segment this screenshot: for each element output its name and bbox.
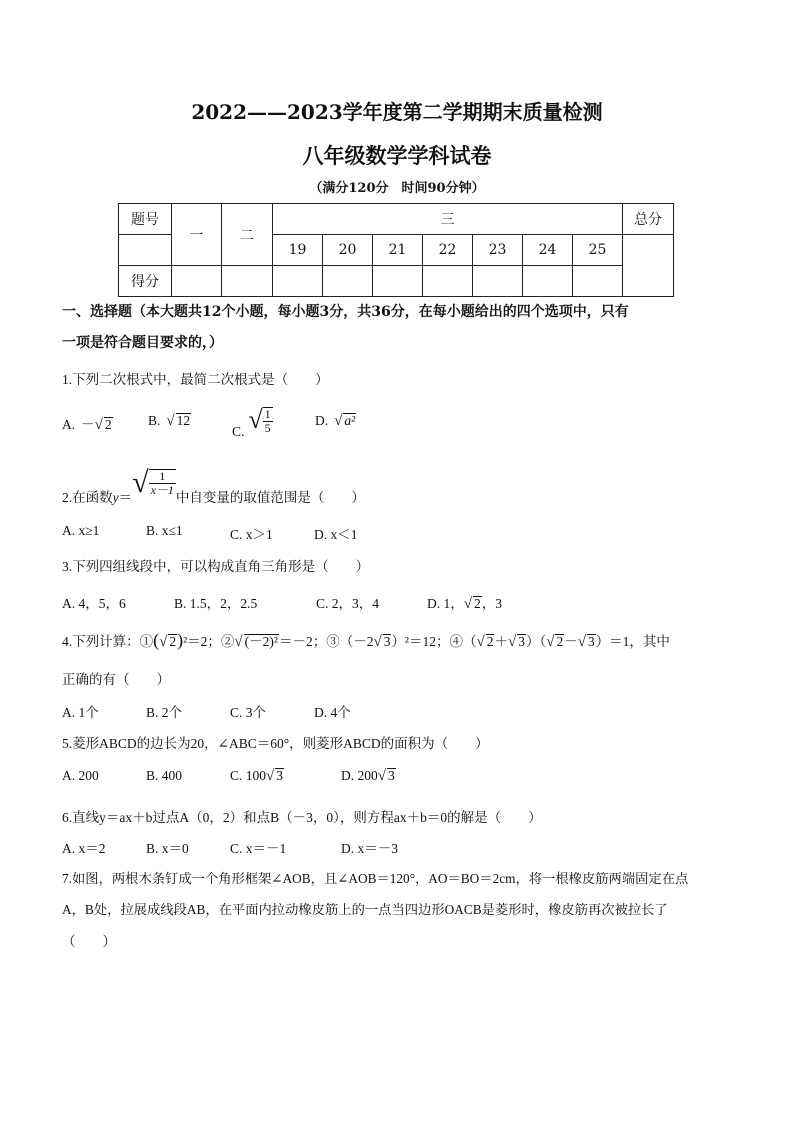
q6-option-b[interactable]: B. x＝0 — [146, 841, 189, 856]
q6-stem: 6.直线y＝ax＋b过点A（0，2）和点B（－3，0），则方程ax＋b＝0的解是（ ） — [62, 810, 542, 825]
score-cell[interactable] — [273, 266, 323, 297]
q6-option-a[interactable]: A. x＝2 — [62, 841, 106, 856]
score-table-blank — [119, 235, 172, 266]
q4-option-c[interactable]: C. 3个 — [230, 705, 267, 720]
q4-text-d: ）²＝12；④（ — [391, 634, 477, 649]
q1-c-denominator: 5 — [264, 420, 271, 435]
q5-c-radicand: 3 — [276, 768, 283, 783]
q1-a-sign: － — [81, 417, 95, 432]
q4-text-mid: ）（ — [525, 634, 547, 649]
score-table-header-question: 题号 — [119, 204, 172, 235]
score-cell[interactable] — [172, 266, 222, 297]
q4-option-b[interactable]: B. 2个 — [146, 705, 183, 720]
q4-text-b: ²＝2；② — [183, 634, 235, 649]
q4-minus: － — [564, 634, 578, 649]
q1-c-numerator: 1 — [264, 406, 271, 421]
score-cell[interactable] — [473, 266, 523, 297]
q1-d-label: D. — [315, 413, 329, 428]
q1-a-label: A. — [62, 417, 76, 432]
q2-equals: ＝ — [118, 490, 133, 505]
score-table-col-3: 三 — [273, 204, 623, 235]
q2-prefix: 2.在函数 — [62, 490, 113, 505]
q1-option-c[interactable]: C. √ $\frac{1}{5}$ — [232, 405, 271, 439]
q5-d-radicand: 3 — [387, 768, 395, 783]
exam-meta: （满分120分 时间90分钟） — [309, 181, 485, 196]
q2-denominator: x－1 — [150, 482, 174, 497]
q1-c-label: C. — [232, 424, 245, 439]
q5-c-prefix: C. 100 — [230, 768, 267, 783]
score-cell[interactable] — [373, 266, 423, 297]
q6-option-c[interactable]: C. x＝－1 — [230, 841, 287, 856]
exam-subtitle: 八年级数学学科试卷 — [302, 143, 492, 168]
q1-option-a[interactable]: A. －√ 2 — [62, 417, 112, 433]
score-table-col-total: 总分 — [623, 204, 674, 235]
q2-suffix: 中自变量的取值范围是（ ） — [175, 490, 365, 505]
score-table-subcol: 24 — [523, 235, 573, 266]
q1-b-radicand: 12 — [176, 413, 191, 428]
q4-radicand-4: 2 — [486, 634, 494, 649]
q4-radicand-3: 3 — [383, 634, 391, 649]
q2-option-d[interactable]: D. x＜1 — [314, 527, 358, 542]
score-table-col-2: 二 — [222, 204, 273, 266]
q5-option-b[interactable]: B. 400 — [146, 768, 183, 783]
q6-option-d[interactable]: D. x＝－3 — [341, 841, 398, 856]
q4-radicand-6: 2 — [556, 634, 564, 649]
q4-radicand-5: 3 — [518, 634, 525, 649]
score-cell[interactable] — [573, 266, 623, 297]
q1-b-label: B. — [148, 413, 161, 428]
q2-variable: y — [112, 490, 119, 505]
q4-radicand-7: 3 — [587, 634, 595, 649]
score-table-subcol: 21 — [373, 235, 423, 266]
q7-line3: （ ） — [62, 934, 116, 949]
score-table — [118, 203, 674, 297]
q5-option-d[interactable]: D. 200√ 3 — [341, 768, 395, 784]
q4-line1: 4.下列计算：①(√ 2)²＝2；②√ (－2)²＝－2；③（－2√ 3）²＝12；④（√ 2＋√ 3）（√ 2－√ 3）＝1，其中 — [62, 630, 670, 650]
q4-text-a: 4.下列计算：① — [62, 634, 154, 649]
q7-line1: 7.如图，两根木条钉成一个角形框架∠AOB，且∠AOB＝120°，AO＝BO＝2cm，将一根橡皮筋两端固定在点 — [62, 871, 689, 886]
score-cell[interactable] — [323, 266, 373, 297]
q4-option-a[interactable]: A. 1个 — [62, 705, 99, 720]
q3-stem: 3.下列四组线段中，可以构成直角三角形是（ ） — [62, 559, 370, 574]
q3-d-suffix: ，3 — [481, 596, 502, 611]
score-cell[interactable] — [423, 266, 473, 297]
q2-option-a[interactable]: A. x≥1 — [62, 523, 100, 538]
score-table-subcol: 25 — [573, 235, 623, 266]
q7-line2: A，B处，拉展成线段AB，在平面内拉动橡皮筋上的一点当四边形OACB是菱形时，橡皮筋再次被拉长了 — [62, 902, 668, 917]
q5-option-a[interactable]: A. 200 — [62, 768, 99, 783]
q4-text-c: ＝－2；③（－2 — [278, 634, 374, 649]
score-cell[interactable] — [222, 266, 273, 297]
q5-option-c[interactable]: C. 100√ 3 — [230, 768, 283, 784]
q3-d-prefix: D. 1， — [427, 596, 464, 611]
section-heading-line1: 一、选择题（本大题共12个小题，每小题3分，共36分，在每小题给出的四个选项中，只有 — [62, 304, 629, 320]
q2-option-b[interactable]: B. x≤1 — [146, 523, 183, 538]
q4-text-e: ）＝1，其中 — [595, 634, 670, 649]
q1-d-radicand: a² — [344, 413, 356, 428]
exam-title: 2022——2023学年度第二学期期末质量检测 — [191, 100, 603, 124]
q3-option-d[interactable]: D. 1，√ 2，3 — [427, 596, 502, 612]
q4-radicand-1: 2 — [169, 634, 177, 649]
score-table-subcol: 19 — [273, 235, 323, 266]
q4-plus: ＋ — [494, 634, 508, 649]
q1-option-b[interactable]: B. √ 12 — [148, 413, 191, 429]
score-table-total-cell[interactable] — [623, 235, 674, 297]
q4-line2: 正确的有（ ） — [62, 672, 170, 687]
score-table-col-1: 一 — [172, 204, 222, 266]
q2-option-c[interactable]: C. x＞1 — [230, 527, 273, 542]
q3-option-a[interactable]: A. 4，5，6 — [62, 596, 126, 611]
score-cell[interactable] — [523, 266, 573, 297]
q3-option-b[interactable]: B. 1.5，2，2.5 — [174, 596, 258, 611]
q4-radicand-2: (－2)² — [244, 634, 278, 649]
q1-stem: 1.下列二次根式中，最简二次根式是（ ） — [62, 372, 329, 387]
score-table-subcol: 20 — [323, 235, 373, 266]
score-table-subcol: 22 — [423, 235, 473, 266]
q3-d-radicand: 2 — [473, 596, 481, 611]
q2-stem: 2.在函数y＝√ $\frac{1}{x-1}$ 中自变量的取值范围是（ ） — [62, 466, 365, 505]
section-heading-line2: 一项是符合题目要求的，） — [62, 335, 223, 351]
score-table-subcol: 23 — [473, 235, 523, 266]
q3-option-c[interactable]: C. 2，3，4 — [316, 596, 380, 611]
score-table-row-score: 得分 — [119, 266, 172, 297]
q5-stem: 5.菱形ABCD的边长为20，∠ABC＝60°，则菱形ABCD的面积为（ ） — [62, 736, 489, 751]
q4-option-d[interactable]: D. 4个 — [314, 705, 351, 720]
q2-numerator: 1 — [149, 470, 176, 484]
q1-a-radicand: 2 — [104, 417, 112, 432]
q5-d-prefix: D. 200 — [341, 768, 378, 783]
q1-option-d[interactable]: D. √ a² — [315, 413, 356, 429]
